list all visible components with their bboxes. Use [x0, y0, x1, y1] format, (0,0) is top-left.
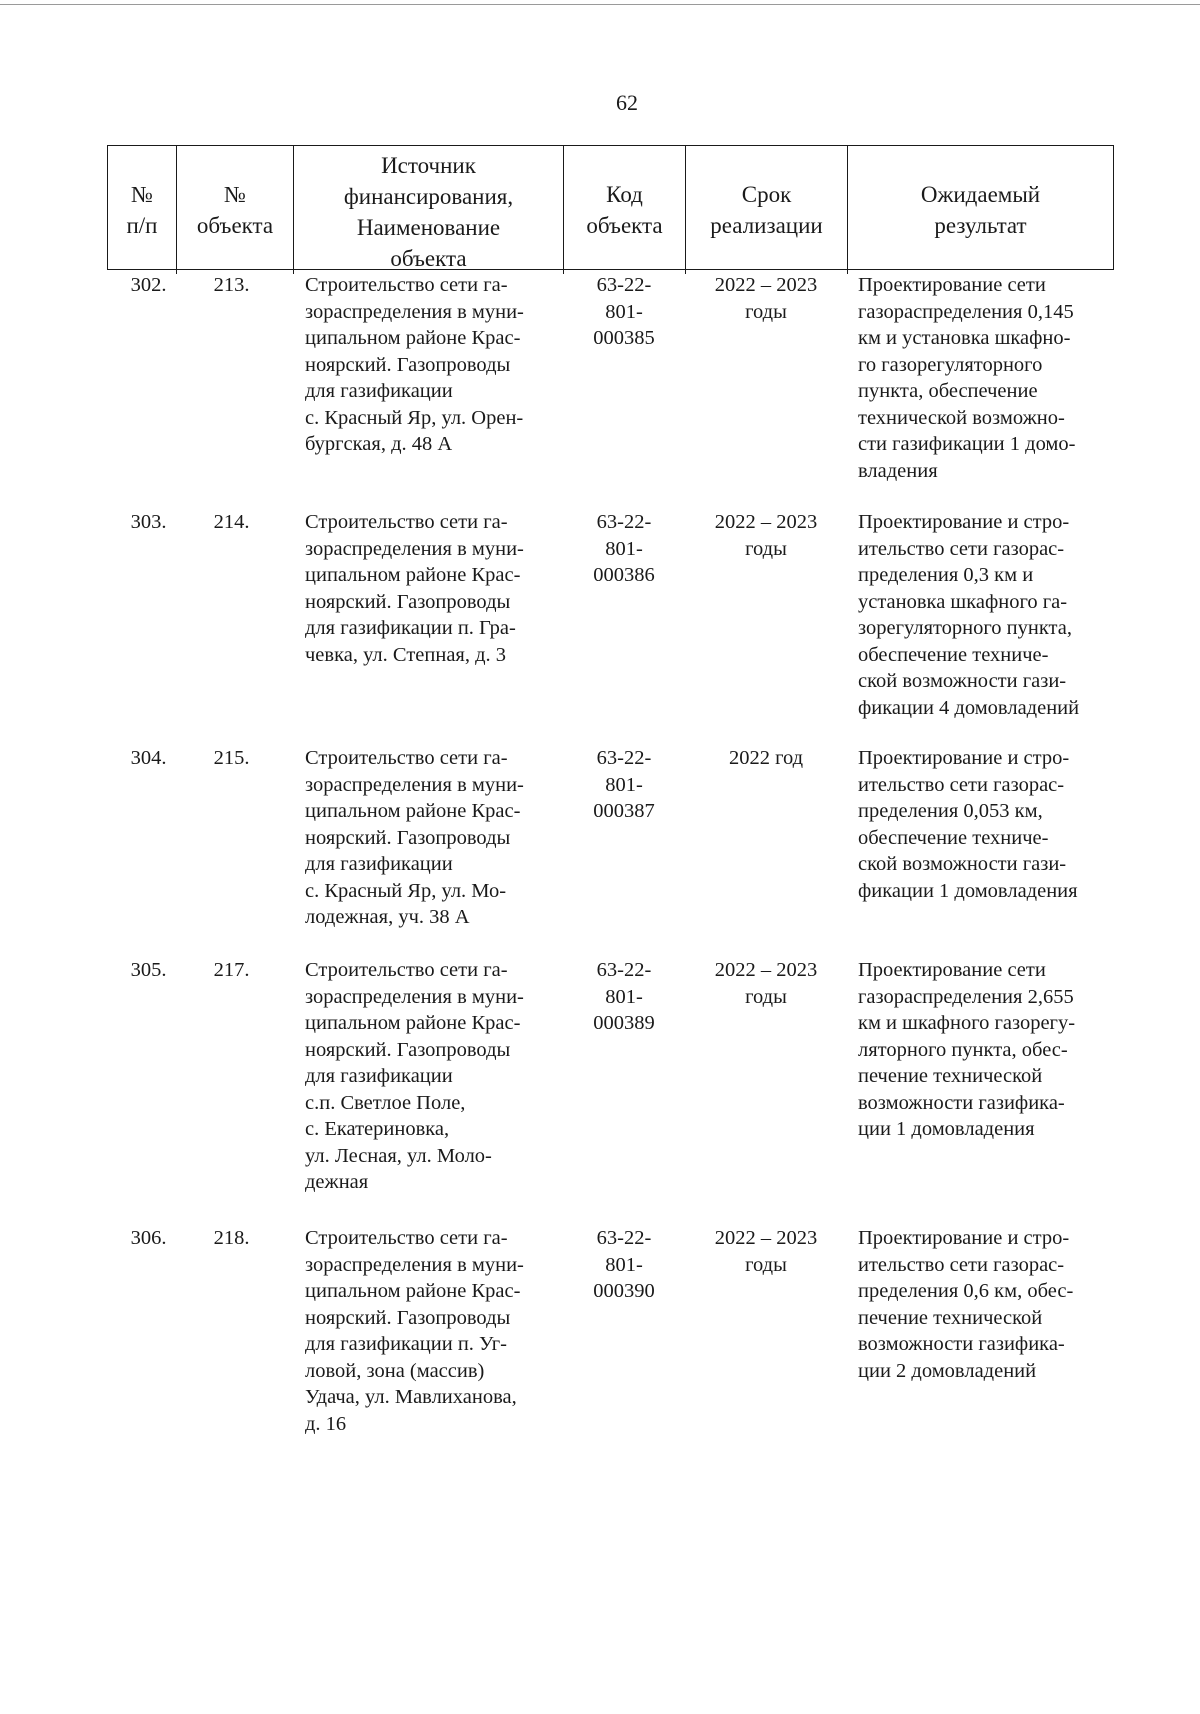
table-header [107, 145, 1114, 270]
implementation-term: 2022 – 2023 годы [714, 274, 818, 323]
object-name: Строительство сети га- зораспределения в муни- ципальном районе Крас- ноярский. Газопроводы для газификации с.п. Светлое Поле, с. Екатериновка, ул. Лесная, ул. Моло- дежная [305, 959, 524, 1193]
table-row [107, 272, 1114, 509]
header-source-name: Источник финансирования, Наименование объекта [294, 146, 564, 274]
page-number: 62 [616, 90, 638, 115]
header-term: Срок реализации [686, 146, 848, 274]
expected-result: Проектирование и стро- ительство сети газорас- пределения 0,6 км, обес- печение технической возможности газифика- ции 2 домовладений [858, 1227, 1074, 1382]
implementation-term: 2022 – 2023 годы [714, 959, 818, 1008]
row-number: 302. [130, 274, 167, 296]
row-number: 303. [130, 511, 167, 533]
object-name: Строительство сети га- зораспределения в муни- ципальном районе Крас- ноярский. Газопроводы для газификации с. Красный Яр, ул. Мо- лодежная, уч. 38 А [305, 747, 524, 928]
object-code: 63-22- 801- 000386 [593, 511, 655, 586]
object-number: 214. [213, 511, 250, 533]
object-code: 63-22- 801- 000385 [593, 274, 655, 349]
header-row-number: № п/п [108, 146, 177, 274]
row-number: 305. [130, 959, 167, 981]
header-object-number: № объекта [177, 146, 294, 274]
row-number: 304. [130, 747, 167, 769]
implementation-term: 2022 – 2023 годы [714, 1227, 818, 1276]
object-code: 63-22- 801- 000387 [593, 747, 655, 822]
expected-result: Проектирование и стро- ительство сети газорас- пределения 0,3 км и установка шкафного га- зорегуляторного пункта, обеспечение техниче- ской возможности гази- фикации 4 домовладений [858, 511, 1080, 719]
expected-result: Проектирование сети газораспределения 0,145 км и установка шкафно- го газорегуляторного пункта, обеспечение технической возможно- сти газификации 1 домо- владения [858, 274, 1076, 482]
object-number: 215. [213, 747, 250, 769]
expected-result: Проектирование сети газораспределения 2,655 км и шкафного газорегу- ляторного пункта, обес- печение технической возможности газифика- ции 1 домовладения [858, 959, 1076, 1140]
object-name: Строительство сети га- зораспределения в муни- ципальном районе Крас- ноярский. Газопроводы для газификации п. Уг- ловой, зона (массив) Удача, ул. Мавлиханова, д. 16 [305, 1227, 524, 1435]
page-top-edge [0, 4, 1200, 5]
object-name: Строительство сети га- зораспределения в муни- ципальном районе Крас- ноярский. Газопроводы для газификации п. Гра- чевка, ул. Степная, д. 3 [305, 511, 524, 666]
header-object-code: Код объекта [564, 146, 686, 274]
implementation-term: 2022 – 2023 годы [714, 511, 818, 560]
table-body [107, 272, 1114, 1445]
table-row [107, 745, 1114, 957]
row-number: 306. [130, 1227, 167, 1249]
object-name: Строительство сети га- зораспределения в муни- ципальном районе Крас- ноярский. Газопроводы для газификации с. Красный Яр, ул. Орен- бургская, д. 48 А [305, 274, 524, 455]
table-row [107, 509, 1114, 745]
object-code: 63-22- 801- 000389 [593, 959, 655, 1034]
table-row [107, 957, 1114, 1225]
table-row [107, 1225, 1114, 1445]
object-number: 213. [213, 274, 250, 296]
implementation-term: 2022 год [728, 747, 804, 769]
header-expected-result: Ожидаемый результат [920, 182, 1041, 238]
expected-result: Проектирование и стро- ительство сети газорас- пределения 0,053 км, обеспечение техниче- ской возможности гази- фикации 1 домовладения [858, 747, 1078, 902]
object-number: 217. [213, 959, 250, 981]
object-number: 218. [213, 1227, 250, 1249]
object-code: 63-22- 801- 000390 [593, 1227, 655, 1302]
